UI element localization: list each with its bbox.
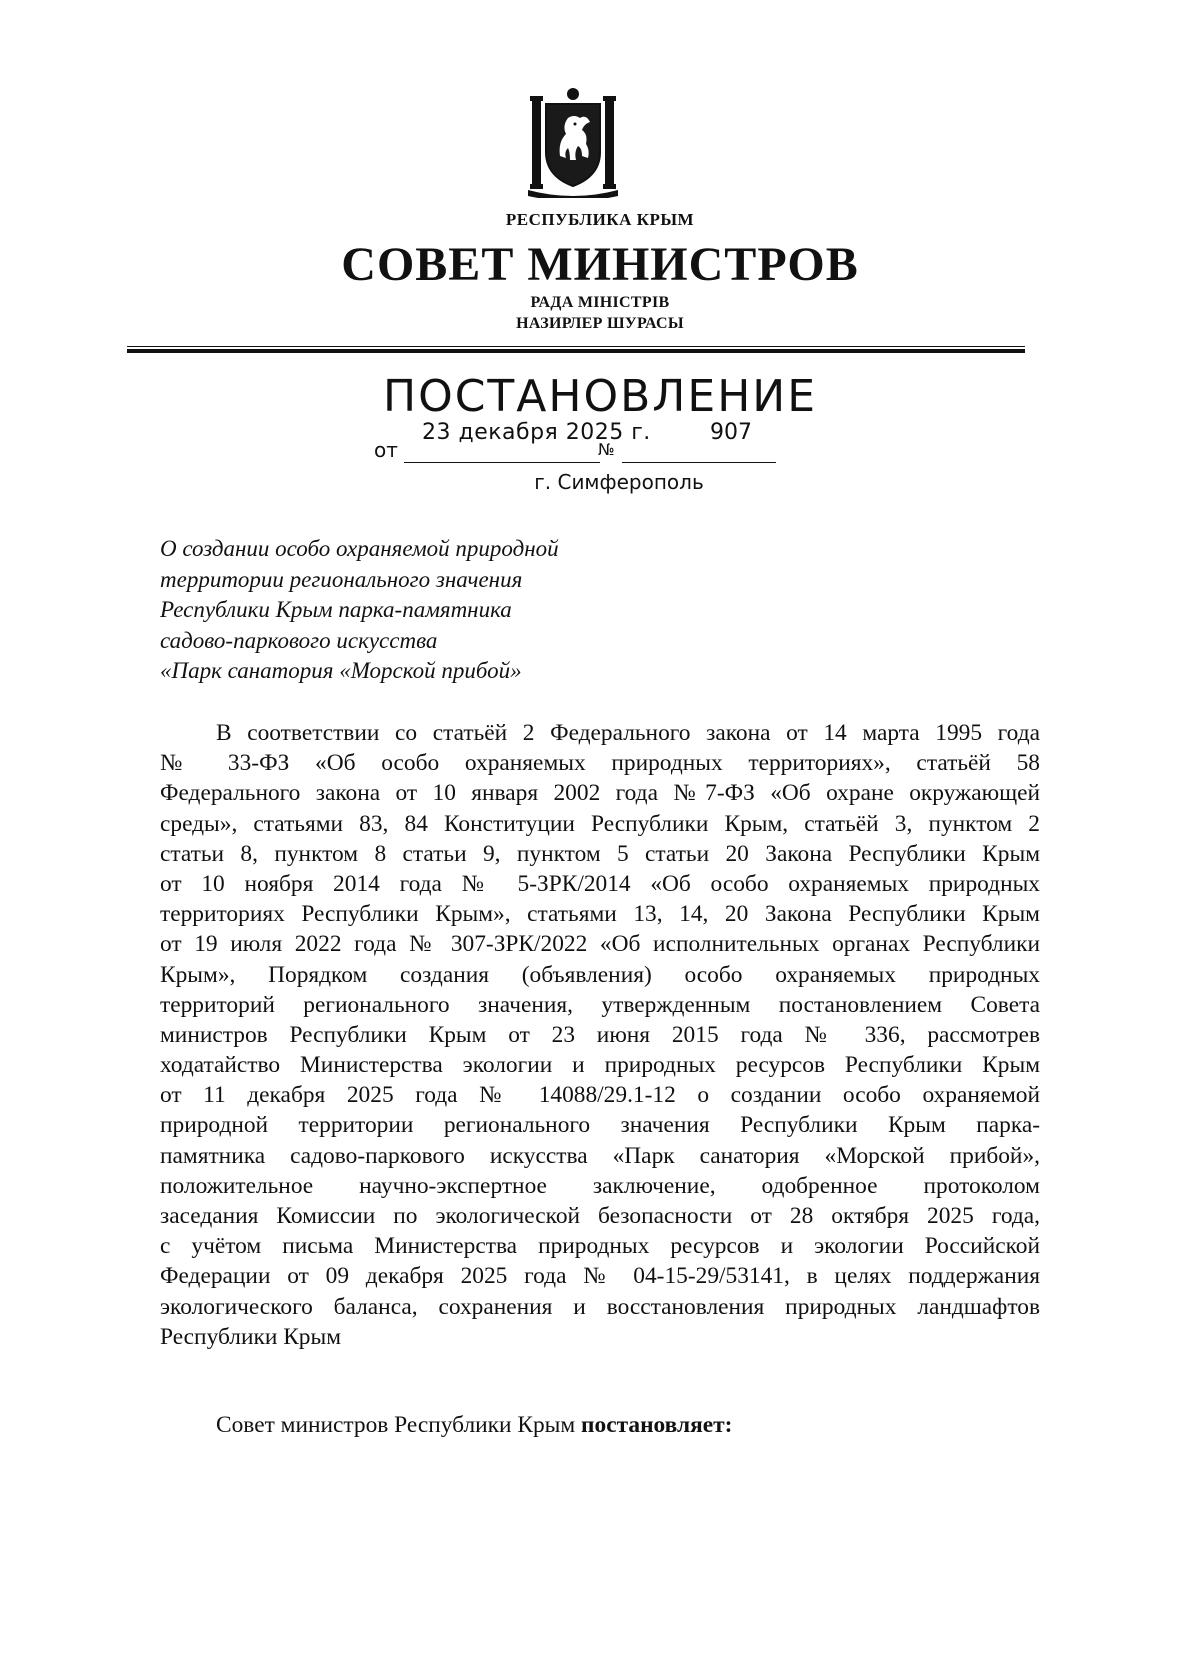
coat-of-arms-icon [528,86,618,198]
subject-line: «Парк санатория «Морской прибой» [160,658,522,683]
subject-line: территории регионального значения [160,566,523,592]
resolve-clause [216,1412,732,1439]
body-line: ходатайство Министерства экологии и природных ресурсов Республики Крым [160,1052,1040,1079]
republic-name: РЕСПУБЛИКА КРЫМ [505,210,695,229]
body-line: положительное научно-экспертное заключение, одобренное протоколом [160,1172,1040,1199]
body-line: В соответствии со статьёй 2 Федерального закона от 14 марта 1995 года [216,720,1040,746]
header-divider-thick [127,349,1025,353]
decree-date: 23 декабря 2025 г. [422,420,651,445]
subject-line: Республики Крым парка-памятника [160,597,512,622]
decree-city: г. Симферополь [534,470,704,494]
body-line: от 19 июля 2022 года № 307-ЗРК/2022 «Об исполнительных органах Республики [160,931,1040,958]
body-line: Крым», Порядком создания (объявления) особо охраняемых природных [160,961,1040,988]
body-line: № 33-ФЗ «Об особо охраняемых природных территориях», статьёй 58 [160,750,1040,777]
header-divider-thin [127,346,1025,347]
body-line: Республики Крым [160,1323,342,1350]
decree-subject [160,534,760,687]
council-name-ukrainian: РАДА МІНІСТРІВ [530,294,670,311]
body-line: экологического баланса, сохранения и восстановления природных ландшафтов [160,1293,1040,1320]
body-line: территорий регионального значения, утвержденным постановлением Совета [160,991,1040,1018]
subject-line: О создании особо охраняемой природной [160,536,559,561]
body-line: среды», статьями 83, 84 Конституции Республики Крым, статьёй 3, пунктом 2 [160,810,1040,837]
decree-date-number-line [0,420,1200,470]
date-prefix: от [374,438,398,462]
council-name-crimean-tatar: НАЗИРЛЕР ШУРАСЫ [516,315,684,332]
body-line: заседания Комиссии по экологической безопасности от 28 октября 2025 года, [160,1203,1040,1229]
number-underline [622,420,776,463]
body-line: от 11 декабря 2025 года № 14088/29.1-12 о создании особо охраняемой [160,1082,1040,1109]
body-line: министров Республики Крым от 23 июня 2015 года № 336, рассмотрев [160,1021,1040,1048]
body-line: территориях Республики Крым», статьями 13, 14, 20 Закона Республики Крым [160,901,1040,928]
body-line: природной территории регионального значения Республики Крым парка- [160,1112,1040,1139]
resolve-prefix: Совет министров Республики Крым [216,1412,582,1438]
body-line: Федерации от 09 декабря 2025 года № 04-15-29/53141, в целях поддержания [160,1263,1040,1290]
body-line: памятника садово-паркового искусства «Парк санатория «Морской прибой», [160,1142,1040,1169]
body-line: от 10 ноября 2014 года № 5-ЗРК/2014 «Об особо охраняемых природных [160,870,1040,897]
body-line: статьи 8, пунктом 8 статьи 9, пунктом 5 статьи 20 Закона Республики Крым [160,840,1040,867]
body-line: с учётом письма Министерства природных ресурсов и экологии Российской [160,1233,1040,1260]
subject-line: садово-паркового искусства [160,627,438,653]
decree-title: ПОСТАНОВЛЕНИЕ [382,371,817,422]
decree-number: 907 [710,420,752,445]
decree-preamble [160,718,1040,1352]
body-line: Федерального закона от 10 января 2002 года №7-ФЗ «Об охране окружающей [160,780,1040,807]
council-name: СОВЕТ МИНИСТРОВ [341,238,859,291]
resolve-verb: постановляет: [581,1412,733,1438]
number-sign: № [598,440,615,459]
